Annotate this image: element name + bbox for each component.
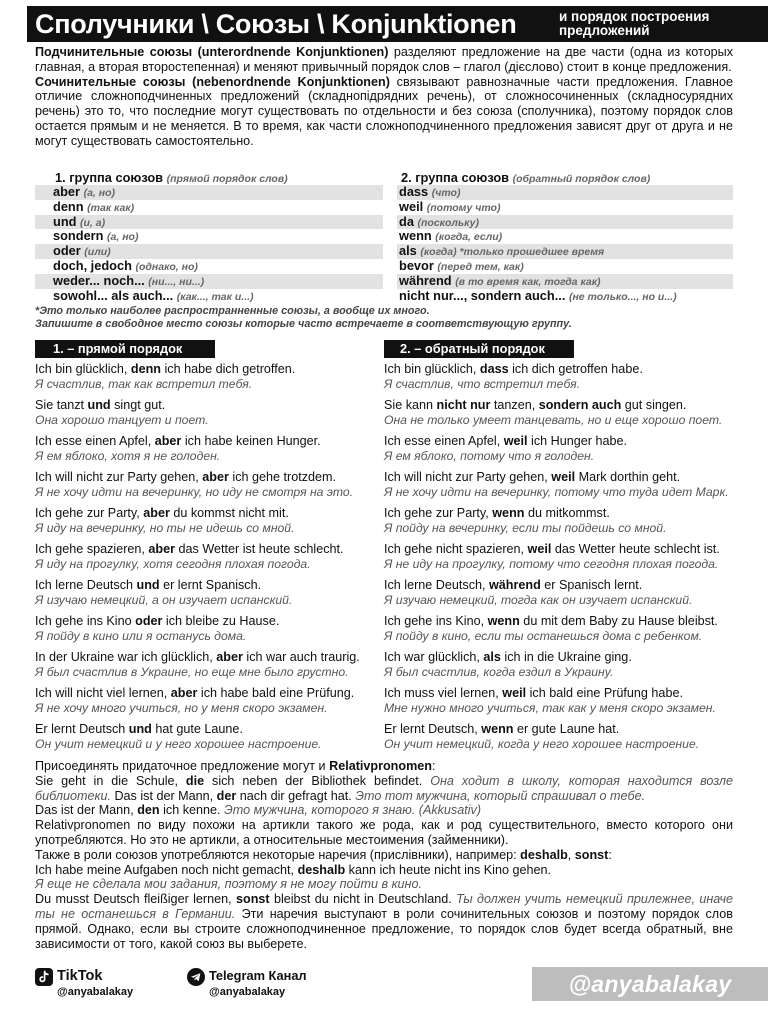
example — [35, 362, 385, 398]
page-title: Сполучники \ Союзы \ Konjunktionen — [35, 9, 517, 39]
example-german: Ich gehe ins Kino oder ich bleibe zu Hause. — [35, 614, 280, 628]
example — [384, 614, 759, 650]
direct-order-header: 1. – прямой порядок — [35, 340, 215, 358]
example — [384, 542, 759, 578]
group-item: oder (или) — [35, 244, 383, 259]
group-item: aber (а, но) — [35, 185, 383, 200]
example — [35, 506, 385, 542]
example-german: Sie tanzt und singt gut. — [35, 398, 166, 412]
example-german: Ich esse einen Apfel, aber ich habe keinen Hunger. — [35, 434, 321, 448]
telegram-icon — [187, 968, 205, 986]
example-german: Ich will nicht viel lernen, aber ich habe bald eine Prüfung. — [35, 686, 355, 700]
adverbs-intro: Также в роли союзов употребляются некоторые наречия (прислівники), например: deshalb, sonst: — [35, 847, 612, 862]
example-german: Ich will nicht zur Party gehen, aber ich gehe trotzdem. — [35, 470, 337, 484]
example-translation: Я не иду на прогулку, потому что сегодня плохая погода. — [384, 556, 719, 571]
tiktok-name: TikTok — [57, 968, 103, 984]
example-translation: Я счастлив, что встретил тебя. — [384, 376, 581, 391]
telegram-handle: @anyabalakay — [209, 986, 286, 998]
example-translation: Я изучаю немецкий, а он изучает испанский. — [35, 592, 293, 607]
example-translation: Он учит немецкий, когда у него хорошее настроение. — [384, 736, 700, 751]
watermark: @anyabalakay — [532, 967, 768, 1001]
relativpronomen-example-2: Das ist der Mann, den ich kenne. Это мужчина, которого я знаю. (Akkusativ) — [35, 803, 482, 818]
example-translation: Я пойду в кино или я останусь дома. — [35, 628, 247, 643]
example-german: Ich bin glücklich, dass ich dich getroffen habe. — [384, 362, 643, 376]
example-translation: Я счастлив, так как встретил тебя. — [35, 376, 253, 391]
example-german: Ich gehe spazieren, aber das Wetter ist heute schlecht. — [35, 542, 344, 556]
example — [35, 542, 385, 578]
subordinating-text: разделяют предложение на две части (одна из которых главная, а вторая второстепенная) и меняют привычный порядок слов – глагол (дієслово) стоит в конце предложения. — [35, 45, 734, 74]
example-german: Er lernt Deutsch, wenn er gute Laune hat. — [384, 722, 620, 736]
example-translation: Я не хочу идти на вечеринку, потому что туда идет Марк. — [384, 484, 729, 499]
subordinating-term: Подчинительные союзы (unterordnende Konjunktionen) — [35, 45, 389, 59]
example — [35, 434, 385, 470]
example — [384, 686, 759, 722]
example-translation: Я изучаю немецкий, тогда как он изучает испанский. — [384, 592, 693, 607]
example-translation: Она хорошо танцует и поет. — [35, 412, 209, 427]
example — [384, 506, 759, 542]
tiktok-icon — [35, 968, 53, 986]
example-translation: Я не хочу идти на вечеринку, но иду не смотря на это. — [35, 484, 354, 499]
direct-order-examples — [35, 362, 385, 758]
intro-paragraph-1 — [35, 45, 733, 75]
group-item: als (когда) *только прошедшее время — [397, 244, 733, 259]
group-2-title-note: (обратный порядок слов) — [512, 173, 651, 185]
example-translation: Я не хочу много учиться, но у меня скоро экзамен. — [35, 700, 328, 715]
example-german: Ich lerne Deutsch, während er Spanisch lernt. — [384, 578, 643, 592]
tiktok-handle: @anyabalakay — [57, 986, 134, 998]
intro-paragraph-2 — [35, 75, 733, 149]
group-item: sowohl... als auch... (как..., так и...) — [53, 287, 254, 303]
relativpronomen-explanation: Relativpronomen по виду похожи на артикли такого же рода, как и род существительного, вместо которого они употребляются. Но это не артикли, а относительные местоимения (займенники). — [35, 818, 733, 847]
group-item: da (поскольку) — [397, 215, 733, 230]
example — [384, 722, 759, 758]
example — [35, 398, 385, 434]
adverb-example-1: Ich habe meine Aufgaben noch nicht gemacht, deshalb kann ich heute nicht ins Kino gehen. — [35, 862, 551, 877]
group-1-title: 1. группа союзов (прямой порядок слов) — [55, 170, 288, 185]
example-translation: Я ем яблоко, хотя я не голоден. — [35, 448, 221, 463]
group-2-list — [397, 170, 733, 303]
inverse-order-examples — [384, 362, 759, 758]
footer — [35, 964, 768, 1004]
example — [35, 470, 385, 506]
example-translation: Я иду на вечеринку, но ты не идешь со мной. — [35, 520, 295, 535]
example-german: Sie kann nicht nur tanzen, sondern auch gut singen. — [384, 398, 687, 412]
subtitle-line-1: и порядок построения — [559, 9, 710, 24]
group-item: bevor (перед тем, как) — [399, 257, 524, 273]
example-german: Ich lerne Deutsch und er lernt Spanisch. — [35, 578, 262, 592]
example-german: Ich muss viel lernen, weil ich bald eine Prüfung habe. — [384, 686, 683, 700]
group-2-items — [397, 185, 733, 303]
adverb-example-2: Du musst Deutsch fleißiger lernen, sonst bleibst du nicht in Deutschland. Ты должен учить немецкий прилежнее, иначе ты не останешься в Германии. Эти наречия выступают в роли сочинительных союзов и поэтому порядок слов прямой. Однако, если вы строите сложноподчиненное предложение, то порядок слов будет всегда обратный, вне зависимости от того, какой союз вы выберете. — [35, 892, 733, 951]
example-translation: Я ем яблоко, потому что я голоден. — [384, 448, 595, 463]
group-item: sondern (а, но) — [53, 228, 139, 244]
group-item: und (и, а) — [35, 215, 383, 230]
example-german: Ich gehe ins Kino, wenn du mit dem Baby zu Hause bleibst. — [384, 614, 718, 628]
example — [35, 722, 385, 758]
example — [384, 470, 759, 506]
example-translation: Он учит немецкий и у него хорошее настроение. — [35, 736, 322, 751]
example — [35, 650, 385, 686]
example — [384, 398, 759, 434]
page-subtitle — [559, 10, 709, 37]
bottom-explanation — [35, 759, 733, 951]
example-translation: Мне нужно много учиться, так как у меня скоро экзамен. — [384, 700, 716, 715]
footnotes — [35, 305, 733, 330]
group-2-title: 2. группа союзов (обратный порядок слов) — [401, 170, 651, 185]
group-item: während (в то время как, тогда как) — [397, 274, 733, 289]
example-german: Ich gehe nicht spazieren, weil das Wetter heute schlecht ist. — [384, 542, 720, 556]
example — [384, 578, 759, 614]
group-item: nicht nur..., sondern auch... (не только..., но и...) — [399, 287, 677, 303]
example — [384, 362, 759, 398]
group-item: weil (потому что) — [399, 198, 501, 214]
footnote-2: Запишите в свободное место союзы которые часто встречаете в соответствующую группу. — [35, 317, 572, 330]
group-item: doch, jedoch (однако, но) — [53, 257, 198, 273]
footnote-1: *Это только наиболее распространненные союзы, а вообще их много. — [35, 305, 430, 317]
example-german: Ich gehe zur Party, wenn du mitkommst. — [384, 506, 610, 520]
group-item: wenn (когда, если) — [399, 228, 503, 244]
group-item: dass (что) — [397, 185, 733, 200]
relativpronomen-intro: Присоединять придаточное предложение могут и Relativpronomen: — [35, 759, 436, 773]
intro-text — [35, 45, 733, 149]
group-1-list — [35, 170, 383, 303]
example-german: In der Ukraine war ich glücklich, aber ich war auch traurig. — [35, 650, 360, 664]
example-translation: Я иду на прогулку, хотя сегодня плохая погода. — [35, 556, 311, 571]
group-1-items — [35, 185, 383, 303]
page-header — [27, 6, 768, 42]
relativpronomen-example-1: Sie geht in die Schule, die sich neben der Bibliothek befindet. Она ходит в школу, которая находится возле библиотеки. Das ist der Mann, der nach dir gefragt hat. Это тот мужчина, который спрашивал о тебе. — [35, 773, 733, 803]
example-german: Ich war glücklich, als ich in die Ukraine ging. — [384, 650, 632, 664]
group-item: denn (так как) — [53, 198, 135, 214]
group-item: weder... noch... (ни..., ни...) — [35, 274, 383, 289]
group-1-title-note: (прямой порядок слов) — [166, 173, 288, 185]
example-translation: Я пойду в кино, если ты останешься дома с ребенком. — [384, 628, 703, 643]
example — [384, 650, 759, 686]
subtitle-line-2: предложений — [559, 22, 650, 38]
example-german: Ich esse einen Apfel, weil ich Hunger habe. — [384, 434, 627, 448]
example — [384, 434, 759, 470]
coordinating-term: Сочинительные союзы (nebenordnende Konjunktionen) — [35, 74, 390, 89]
example — [35, 578, 385, 614]
inverse-order-header: 2. – обратный порядок — [384, 340, 574, 358]
example-german: Ich gehe zur Party, aber du kommst nicht mit. — [35, 506, 289, 520]
example — [35, 686, 385, 722]
adverb-example-1-translation: Я еще не сделала мои задания, поэтому я не могу пойти в кино. — [35, 877, 422, 892]
example-german: Ich bin glücklich, denn ich habe dich getroffen. — [35, 362, 296, 376]
example — [35, 614, 385, 650]
example-german: Ich will nicht zur Party gehen, weil Mark dorthin geht. — [384, 470, 681, 484]
coordinating-text: связывают равнозначные части предложения. Главное отличие сложноподчиненных предложений (складнопідрядних речень), от сложносочиненных (складносурядних речень) это то, что последние могут существовать по отдельности и без союза (сполучника), поэтому порядок слов остается прямым и не меняется. В то время, как части сложноподчиненного предложения зависят друг от друга и не могут существовать самостоятельно. — [35, 74, 733, 148]
example-translation: Я пойду на вечеринку, если ты пойдешь со мной. — [384, 520, 667, 535]
example-german: Er lernt Deutsch und hat gute Laune. — [35, 722, 243, 736]
example-translation: Я был счастлив, когда ездил в Украину. — [384, 664, 614, 679]
example-translation: Она не только умеет танцевать, но и еще хорошо поет. — [384, 412, 723, 427]
example-translation: Я был счастлив в Украине, но еще мне было грустно. — [35, 664, 349, 679]
telegram-name: Telegram Канал — [209, 968, 307, 983]
